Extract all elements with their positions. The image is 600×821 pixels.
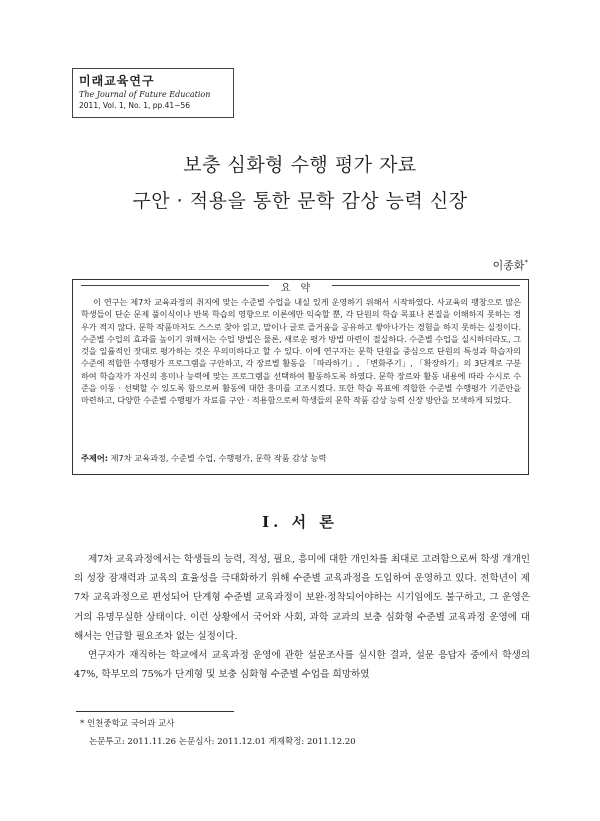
body-paragraph: 연구자가 재직하는 학교에서 교육과정 운영에 관한 설문조사를 실시한 결과, 설문 응답자 중에서 학생의 47%, 학부모의 75%가 단계형 및 보충 심화형 수준별 수업을 희망하였 [74, 650, 530, 681]
journal-name-english: The Journal of Future Education [79, 90, 211, 99]
author-footnote-mark: * [524, 258, 528, 267]
author-name: 이종화 [492, 259, 525, 272]
keywords [81, 452, 521, 464]
body-text [74, 550, 530, 684]
body-paragraph: 제7차 교육과정에서는 학생들의 능력, 적성, 필요, 흥미에 대한 개인차를 최대로 고려함으로써 학생 개개인의 성장 잠재력과 교육의 효율성을 극대화하기 위해 수준별 교육과정을 도입하여 운영하고 있다. 전학년이 제7차 교육과정으로 편성되어 단계형 수준별 교육과정이 보완·정착되어야하는 시기임에도 불구하고, 그 운영은 거의 유명무실한 상태이다. 이런 상황에서 국어와 사회, 과학 교과의 보충 심화형 수준별 교육과정 운영에 대해서는 언급할 필요조차 없는 실정이다. [74, 554, 530, 642]
keywords-list: 제7차 교육과정, 수준별 수업, 수행평가, 문학 작품 감상 능력 [110, 453, 327, 463]
journal-name-korean: 미래교육연구 [79, 74, 155, 88]
paper-title-line2: 구안 · 적용을 통한 문학 감상 능력 신장 [132, 190, 468, 212]
section-heading: Ⅰ. 서 론 [262, 513, 338, 531]
keywords-label: 주제어: [81, 453, 109, 463]
journal-volume: 2011, Vol. 1, No. 1, pp.41~56 [79, 101, 191, 110]
abstract-text: 이 연구는 제7차 교육과정의 취지에 맞는 수준별 수업을 내실 있게 운영하기 위해서 시작하였다. 사교육의 팽창으로 많은 학생들이 단순 문제 풀이식이나 반복 학습의 영향으로 이론에만 익숙할 뿐, 각 단원의 학습 목표나 본질을 이해하지 못하는 경우가 적지 않다. 문학 작품마저도 스스로 찾아 읽고, 말이나 글로 즐거움을 공유하고 쌓아나가는 경험을 하지 못하는 실정이다. 수준별 수업의 효과를 높이기 위해서는 수업 방법은 물론, 새로운 평가 방법 마련이 절실하다. 수준별 수업을 실시하더라도, 그것을 일률적인 잣대로 평가하는 것은 무의미하다고 할 수 있다. 이에 연구자는 문학 단원을 중심으로 단원의 특성과 학습자의 수준에 적합한 수행평가 프로그램을 구안하고, 각 장르별 활동을 「따라하기」, 「변화주기」, 「확장하기」의 3단계로 구분하여 학습자가 자신의 흥미나 능력에 맞는 프로그램을 선택하여 활동하도록 하였다. 문학 장르와 활동 내용에 따라 수시로 수준을 이동 · 선택할 수 있도록 함으로써 활동에 대한 흥미를 고조시켰다. 또한 학습 목표에 적합한 수준별 수행평가 기준안을 마련하고, 다양한 수준별 수행평가 자료를 구안 · 적용함으로써 학생들의 문학 작품 감상 능력 신장 방안을 모색하게 되었다. [81, 297, 521, 405]
abstract-box [72, 279, 529, 475]
paper-title-line1: 보충 심화형 수행 평가 자료 [183, 154, 417, 176]
author [493, 257, 528, 273]
journal-info-box [72, 68, 234, 118]
footnote-dates: 논문투고: 2011.11.26 논문심사: 2011.12.01 게재확정: 2011.12.20 [89, 737, 356, 747]
abstract-heading: 요약 [280, 283, 321, 294]
footnote-author: * 인천중학교 국어과 교사 [80, 719, 175, 729]
footnote-rule [76, 711, 234, 712]
